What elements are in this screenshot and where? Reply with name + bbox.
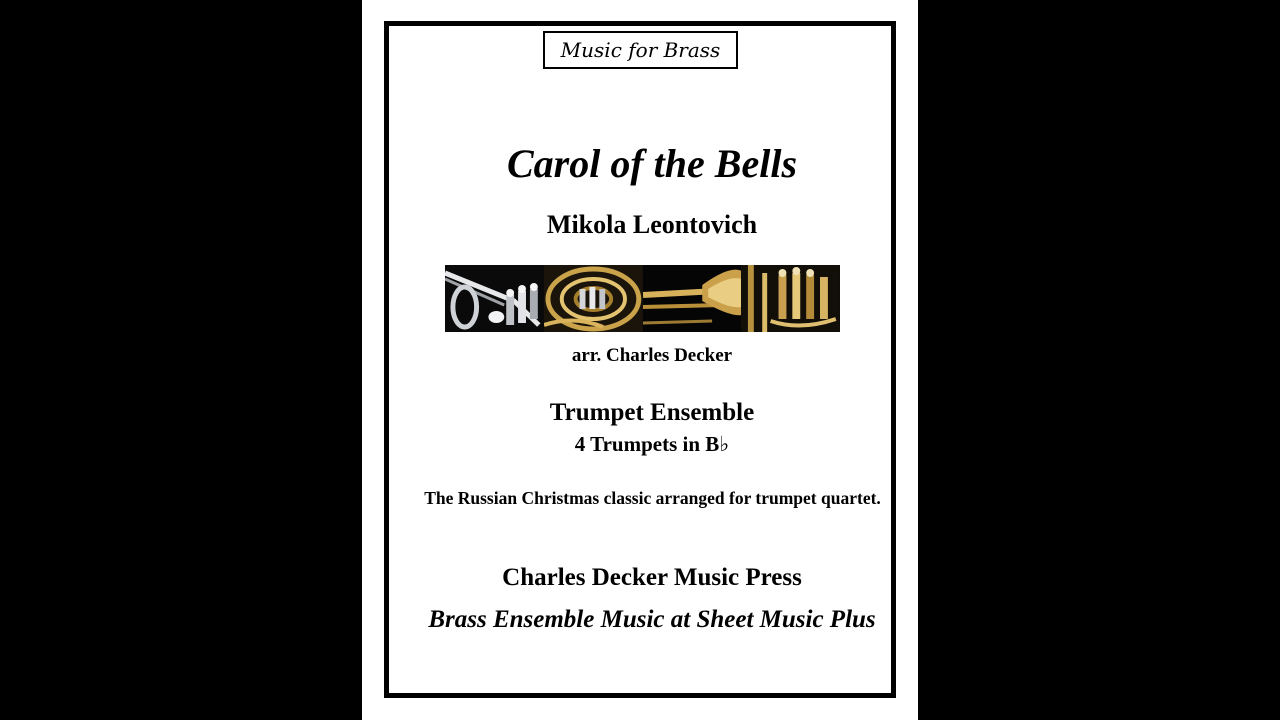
publisher-name: Charles Decker Music Press bbox=[502, 564, 802, 591]
piece-title: Carol of the Bells bbox=[506, 141, 798, 186]
piece-description: The Russian Christmas classic arranged for trumpet quartet. bbox=[424, 488, 881, 508]
ensemble-type: Trumpet Ensemble bbox=[549, 399, 755, 426]
cover-page bbox=[362, 0, 918, 720]
instrument-photo-strip bbox=[445, 265, 840, 332]
series-label: Music for Brass bbox=[543, 31, 738, 69]
tuba-photo bbox=[741, 265, 840, 332]
trombone-photo bbox=[643, 265, 742, 332]
trumpet-photo bbox=[445, 265, 544, 332]
instrumentation: 4 Trumpets in B♭ bbox=[574, 432, 730, 456]
publisher-tagline: Brass Ensemble Music at Sheet Music Plus bbox=[428, 606, 876, 633]
composer-name: Mikola Leontovich bbox=[546, 210, 758, 239]
arranger-credit: arr. Charles Decker bbox=[571, 345, 733, 366]
french-horn-photo bbox=[544, 265, 643, 332]
